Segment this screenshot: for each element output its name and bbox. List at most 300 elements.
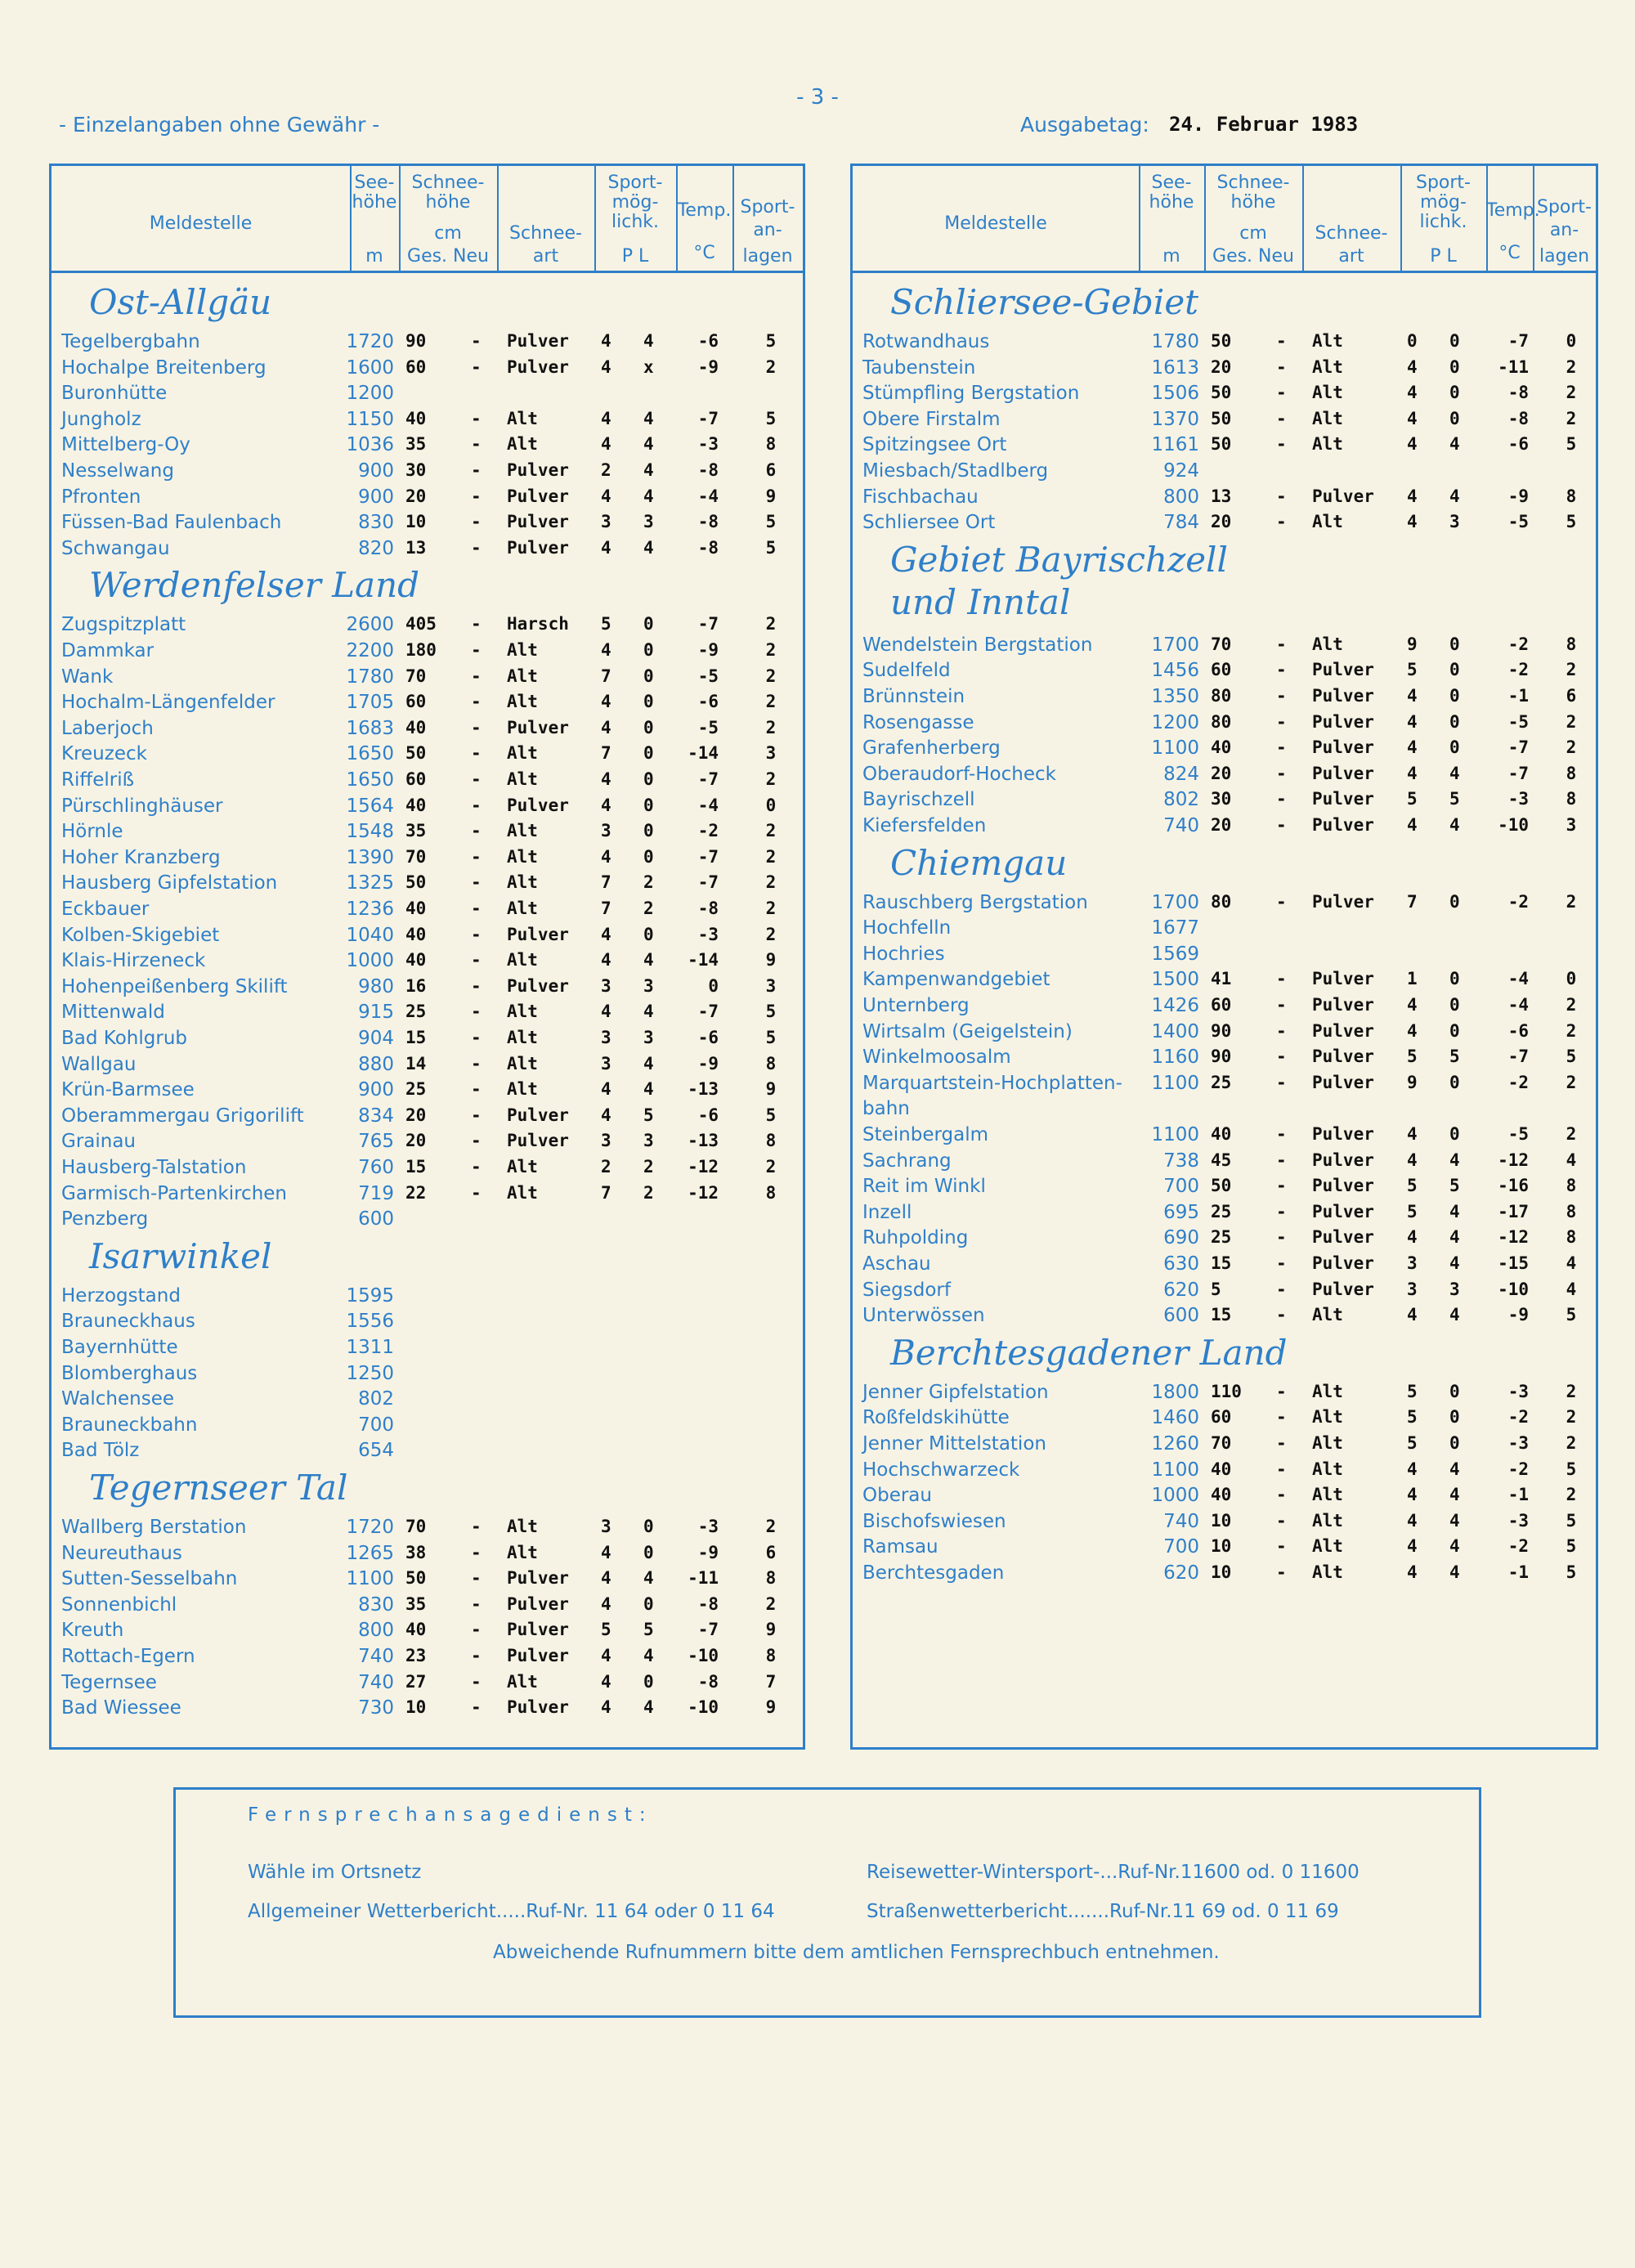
cell-temp: -5 [697,717,719,737]
cell-hoehe: 980 [358,975,394,997]
cell-p: 4 [601,1079,611,1100]
cell-neu: - [1276,1227,1287,1248]
cell-ges: 10 [1211,1536,1232,1557]
cell-anl: 5 [1566,434,1577,455]
cell-art: Pulver [1312,1201,1374,1221]
cell-ges: 20 [405,1105,427,1125]
cell-p: 4 [1407,1124,1418,1144]
cell-temp: -7 [1507,331,1529,351]
cell-l: 3 [1449,512,1460,532]
cell-art: Pulver [1312,1150,1374,1170]
header-ges-neu: Ges. Neu [1212,246,1294,267]
table-row [853,914,1596,940]
header-station: Meldestelle [149,213,253,234]
cell-p: 4 [1407,1020,1418,1041]
cell-art: Pulver [1312,711,1374,732]
cell-l: 0 [1449,1072,1460,1092]
cell-name: Laberjoch [61,717,154,739]
cell-temp: -14 [688,950,719,970]
table-row [52,1205,803,1231]
cell-l: 4 [643,331,654,351]
cell-ges: 50 [405,872,427,893]
cell-name: Neureuthaus [61,1542,182,1564]
cell-anl: 5 [765,331,777,351]
cell-name: Hochfelln [862,917,952,939]
table-row [853,1199,1596,1225]
cell-anl: 5 [765,537,777,558]
cell-neu: - [471,640,482,660]
cell-name: Mittenwald [61,1002,165,1024]
cell-p: 3 [601,512,611,532]
cell-ges: 50 [1211,434,1232,455]
header-art-top: Schnee- [1315,223,1388,244]
cell-neu: - [1276,1459,1287,1479]
cell-art: Alt [1312,1433,1343,1453]
cell-anl: 2 [1566,737,1577,758]
cell-temp: -6 [697,1028,719,1047]
left-table [49,164,805,1750]
cell-hoehe: 1800 [1151,1381,1199,1403]
cell-art: Pulver [1312,1279,1374,1299]
cell-l: 0 [643,640,654,660]
cell-art: Alt [1312,383,1343,403]
cell-ges: 40 [405,950,427,970]
cell-temp: -7 [697,408,719,428]
cell-hoehe: 1569 [1151,943,1199,965]
table-row [52,947,803,973]
cell-ges: 40 [1211,737,1232,758]
cell-temp: -5 [1507,1124,1529,1144]
cell-temp: -2 [1507,1536,1529,1557]
cell-temp: -9 [697,356,719,377]
cell-temp: -2 [1507,1459,1529,1479]
cell-temp: -4 [1507,995,1529,1015]
cell-name: Berchtesgaden [862,1562,1005,1584]
cell-hoehe: 1506 [1151,383,1199,405]
cell-name: Kampenwandgebiet [862,969,1050,991]
cell-anl: 8 [765,434,777,455]
cell-art: Alt [507,1079,538,1100]
cell-name: Hoher Kranzberg [61,846,221,868]
cell-l: 5 [1449,1047,1460,1067]
cell-name: Marquartstein-Hochplatten- [862,1072,1122,1094]
table-row [853,1121,1596,1147]
cell-ges: 23 [405,1646,427,1665]
cell-art: Pulver [1312,486,1374,506]
cell-p: 9 [1407,1072,1418,1092]
cell-hoehe: 1236 [346,899,394,920]
table-row [52,688,803,715]
cell-l: 0 [643,614,654,634]
table-row [853,1302,1596,1328]
cell-l: 0 [1449,660,1460,680]
cell-ges: 45 [1211,1150,1232,1170]
cell-anl: 2 [1566,711,1577,732]
table-row [52,535,803,561]
cell-hoehe: 1556 [346,1311,394,1333]
cell-l: 0 [643,821,654,841]
cell-ges: 70 [405,666,427,686]
cell-p: 4 [1407,1227,1418,1248]
cell-neu: - [471,614,482,634]
header-m: m [1162,246,1180,267]
cell-hoehe: 700 [1163,1536,1199,1558]
table-row [52,1643,803,1669]
table-row [853,1224,1596,1250]
cell-neu: - [1276,815,1287,835]
table-row [853,457,1596,483]
table-header [52,166,803,273]
cell-p: 4 [601,1568,611,1589]
cell-name: Taubenstein [862,356,976,379]
cell-p: 3 [601,1131,611,1151]
cell-hoehe: 802 [358,1388,394,1410]
cell-art: Alt [507,899,538,918]
cell-hoehe: 719 [358,1182,394,1204]
cell-ges: 40 [1211,1459,1232,1479]
cell-neu: - [1276,1407,1287,1428]
cell-art: Alt [507,666,538,686]
cell-temp: -4 [697,486,719,506]
cell-neu: - [1276,789,1287,809]
header-m: m [365,246,383,267]
cell-temp: -8 [697,1593,719,1614]
cell-p: 4 [601,1671,611,1692]
cell-anl: 0 [765,795,777,815]
cell-hoehe: 1720 [346,1517,394,1538]
cell-anl: 2 [1566,1407,1577,1428]
cell-ges: 80 [1211,891,1232,912]
cell-art: Alt [507,640,538,660]
cell-l: 5 [1449,789,1460,809]
cell-anl: 8 [1566,1201,1577,1221]
cell-l: 0 [1449,1020,1460,1041]
cell-neu: - [1276,434,1287,455]
table-row [52,1024,803,1051]
cell-neu: - [1276,686,1287,706]
header-anlagen-top: Sport- [1537,197,1592,217]
cell-hoehe: 1595 [346,1284,394,1307]
cell-ges: 50 [1211,1176,1232,1196]
cell-ges: 70 [405,1517,427,1536]
cell-temp: -2 [1507,1072,1529,1092]
cell-name: Oberau [862,1485,932,1507]
header-pl: P L [621,246,649,267]
cell-hoehe: 924 [1163,460,1199,482]
cell-neu: - [471,408,482,428]
cell-art: Alt [1312,1407,1343,1428]
cell-temp: -9 [697,640,719,660]
cell-l: 3 [643,1131,654,1151]
cell-ges: 30 [405,460,427,480]
cell-name: Brauneckhaus [61,1311,195,1333]
cell-p: 4 [601,1593,611,1614]
cell-ges: 405 [405,614,437,634]
header-see: See- [1151,173,1192,193]
cell-neu: - [471,1182,482,1203]
cell-anl: 5 [765,1028,777,1047]
cell-ges: 35 [405,1593,427,1614]
phone-service-box [173,1787,1481,2018]
cell-p: 4 [1407,686,1418,706]
cell-art: Alt [507,1517,538,1536]
cell-p: 4 [1407,512,1418,532]
cell-temp: -7 [697,872,719,893]
cell-name: Hörnle [61,821,123,843]
cell-temp: -5 [1507,512,1529,532]
cell-p: 4 [601,1542,611,1562]
header-schnee-hoehe: höhe [1230,192,1276,213]
cell-art: Alt [507,950,538,970]
cell-p: 4 [601,486,611,506]
table-row [853,1172,1596,1199]
cell-temp: -10 [1498,1279,1529,1299]
cell-l: 0 [643,1542,654,1562]
cell-art: Alt [507,1671,538,1692]
cell-temp: -12 [688,1182,719,1203]
cell-l: 0 [643,1517,654,1536]
cell-name: Hochalpe Breitenberg [61,356,267,379]
cell-name: Dammkar [61,640,155,661]
cell-ges: 15 [405,1157,427,1177]
cell-temp: -17 [1498,1201,1529,1221]
cell-temp: -7 [1507,1047,1529,1067]
cell-temp: -8 [697,1671,719,1692]
cell-hoehe: 900 [358,486,394,508]
cell-p: 5 [1407,1407,1418,1428]
cell-hoehe: 1000 [1151,1485,1199,1507]
cell-ges: 25 [1211,1227,1232,1248]
cell-l: 0 [643,769,654,789]
cell-art: Pulver [1312,891,1374,912]
cell-ges: 16 [405,975,427,996]
cell-ges: 25 [1211,1072,1232,1092]
cell-anl: 2 [1566,995,1577,1015]
cell-l: 4 [643,486,654,506]
cell-p: 4 [601,950,611,970]
cell-neu: - [471,512,482,532]
cell-name: Hausberg Gipfelstation [61,872,278,894]
table-row [853,992,1596,1018]
cell-neu: - [1276,660,1287,680]
cell-anl: 2 [1566,1072,1577,1092]
cell-p: 3 [601,821,611,841]
cell-name: Zugspitzplatt [61,614,186,636]
cell-neu: - [471,846,482,867]
header-an: an- [753,220,782,240]
cell-temp: -8 [697,460,719,480]
cell-ges: 40 [405,408,427,428]
cell-temp: -15 [1498,1253,1529,1273]
cell-p: 4 [1407,995,1418,1015]
cell-l: 0 [1449,1381,1460,1401]
cell-neu: - [471,769,482,789]
cell-art: Pulver [507,1593,569,1614]
header-moeg: mög- [611,192,659,213]
cell-art: Alt [507,872,538,893]
table-row [853,379,1596,406]
cell-art: Pulver [507,512,569,532]
cell-l: 4 [1449,1305,1460,1325]
page-number: - 3 - [796,85,839,110]
cell-hoehe: 1700 [1151,634,1199,656]
cell-anl: 5 [1566,512,1577,532]
cell-hoehe: 740 [1163,1510,1199,1532]
cell-anl: 2 [765,1593,777,1614]
cell-p: 4 [1407,711,1418,732]
cell-p: 4 [1407,408,1418,428]
cell-anl: 2 [1566,660,1577,680]
header-sport: Sport- [1416,173,1471,193]
cell-hoehe: 1265 [346,1542,394,1564]
cell-name: Tegelbergbahn [61,331,200,352]
cell-name: Rosengasse [862,711,974,733]
cell-p: 4 [1407,737,1418,758]
cell-hoehe: 1460 [1151,1407,1199,1429]
cell-p: 4 [1407,763,1418,783]
cell-neu: - [471,460,482,480]
cell-ges: 50 [405,743,427,764]
cell-temp: -11 [688,1568,719,1589]
cell-art: Pulver [507,537,569,558]
cell-p: 9 [1407,634,1418,654]
cell-anl: 3 [1566,815,1577,835]
cell-ges: 180 [405,640,437,660]
cell-art: Pulver [1312,1020,1374,1041]
cell-art: Pulver [507,975,569,996]
cell-anl: 4 [1566,1279,1577,1299]
cell-p: 4 [1407,356,1418,377]
cell-anl: 8 [765,1131,777,1151]
cell-name: Obere Firstalm [862,408,1001,430]
cell-p: 4 [1407,1485,1418,1505]
cell-name: Aschau [862,1253,931,1275]
table-row [52,1360,803,1386]
cell-ges: 60 [405,692,427,712]
section-title: Ost-Allgäu [89,282,272,322]
cell-l: 4 [1449,1201,1460,1221]
cell-anl: 8 [1566,486,1577,506]
table-row [52,483,803,509]
cell-art: Pulver [1312,1124,1374,1144]
cell-art: Pulver [1312,660,1374,680]
cell-temp: -7 [697,1002,719,1022]
cell-neu: - [471,795,482,815]
cell-name: Tegernsee [61,1671,157,1693]
cell-art: Alt [1312,1485,1343,1505]
cell-name: Hausberg-Talstation [61,1157,247,1178]
cell-name: Buronhütte [61,383,168,405]
cell-neu: - [471,1028,482,1047]
cell-art: Alt [1312,634,1343,654]
cell-l: 4 [643,460,654,480]
header-station: Meldestelle [944,213,1047,234]
cell-art: Alt [507,1182,538,1203]
phone-line2-right: Straßenwetterbericht.......Ruf-Nr.11 69 od. 0 11 69 [867,1901,1339,1922]
table-row [52,328,803,354]
cell-anl: 5 [1566,1510,1577,1531]
cell-neu: - [1276,1020,1287,1041]
table-row [52,1411,803,1437]
cell-ges: 60 [1211,1407,1232,1428]
cell-art: Alt [507,1157,538,1177]
cell-art: Pulver [507,1131,569,1151]
cell-neu: - [471,1697,482,1718]
cell-p: 4 [601,692,611,712]
cell-l: 4 [1449,1459,1460,1479]
cell-l: 3 [643,1028,654,1047]
cell-anl: 2 [1566,1020,1577,1041]
cell-art: Alt [1312,1562,1343,1582]
section-title: Gebiet Bayrischzell [890,539,1228,580]
cell-name: Sachrang [862,1150,952,1172]
table-row [52,611,803,637]
cell-name: Blomberghaus [61,1362,198,1384]
cell-name: Roßfeldskihütte [862,1407,1010,1429]
cell-neu: - [471,1002,482,1022]
cell-temp: -4 [1507,969,1529,989]
cell-p: 4 [601,769,611,789]
cell-name: Siegsdorf [862,1279,951,1301]
cell-p: 0 [1407,331,1418,351]
cell-neu: - [471,434,482,455]
cell-hoehe: 1780 [346,666,394,688]
cell-neu: - [471,1646,482,1665]
cell-name: Fischbachau [862,486,979,508]
cell-p: 3 [1407,1279,1418,1299]
cell-l: 3 [643,975,654,996]
cell-l: 5 [643,1620,654,1640]
table-row [853,1430,1596,1456]
cell-name: bahn [862,1098,910,1120]
cell-ges: 27 [405,1671,427,1692]
cell-temp: -3 [1507,789,1529,809]
header-see: See- [354,173,395,193]
cell-art: Pulver [1312,1047,1374,1067]
cell-temp: -8 [1507,383,1529,403]
cell-ges: 60 [405,356,427,377]
cell-hoehe: 1260 [1151,1433,1199,1454]
cell-art: Pulver [1312,995,1374,1015]
cell-l: 4 [1449,1227,1460,1248]
cell-hoehe: 1100 [346,1568,394,1590]
header-lagen: lagen [1539,246,1590,267]
table-row [853,1147,1596,1173]
cell-anl: 2 [765,614,777,634]
cell-ges: 10 [1211,1510,1232,1531]
cell-art: Harsch [507,614,569,634]
table-row [52,766,803,792]
cell-anl: 5 [1566,1536,1577,1557]
table-row [853,1481,1596,1508]
cell-anl: 5 [1566,1305,1577,1325]
section-title: Werdenfelser Land [89,565,420,606]
cell-anl: 2 [765,692,777,712]
cell-hoehe: 880 [358,1053,394,1075]
cell-name: Kiefersfelden [862,815,987,836]
cell-ges: 20 [1211,763,1232,783]
cell-ges: 25 [1211,1201,1232,1221]
cell-hoehe: 1040 [346,924,394,946]
cell-anl: 2 [765,666,777,686]
cell-name: Bischofswiesen [862,1510,1006,1532]
cell-neu: - [471,1131,482,1151]
cell-hoehe: 730 [358,1697,394,1719]
table-row [52,1180,803,1206]
cell-p: 4 [601,1646,611,1665]
cell-ges: 90 [1211,1020,1232,1041]
cell-l: 0 [1449,686,1460,706]
